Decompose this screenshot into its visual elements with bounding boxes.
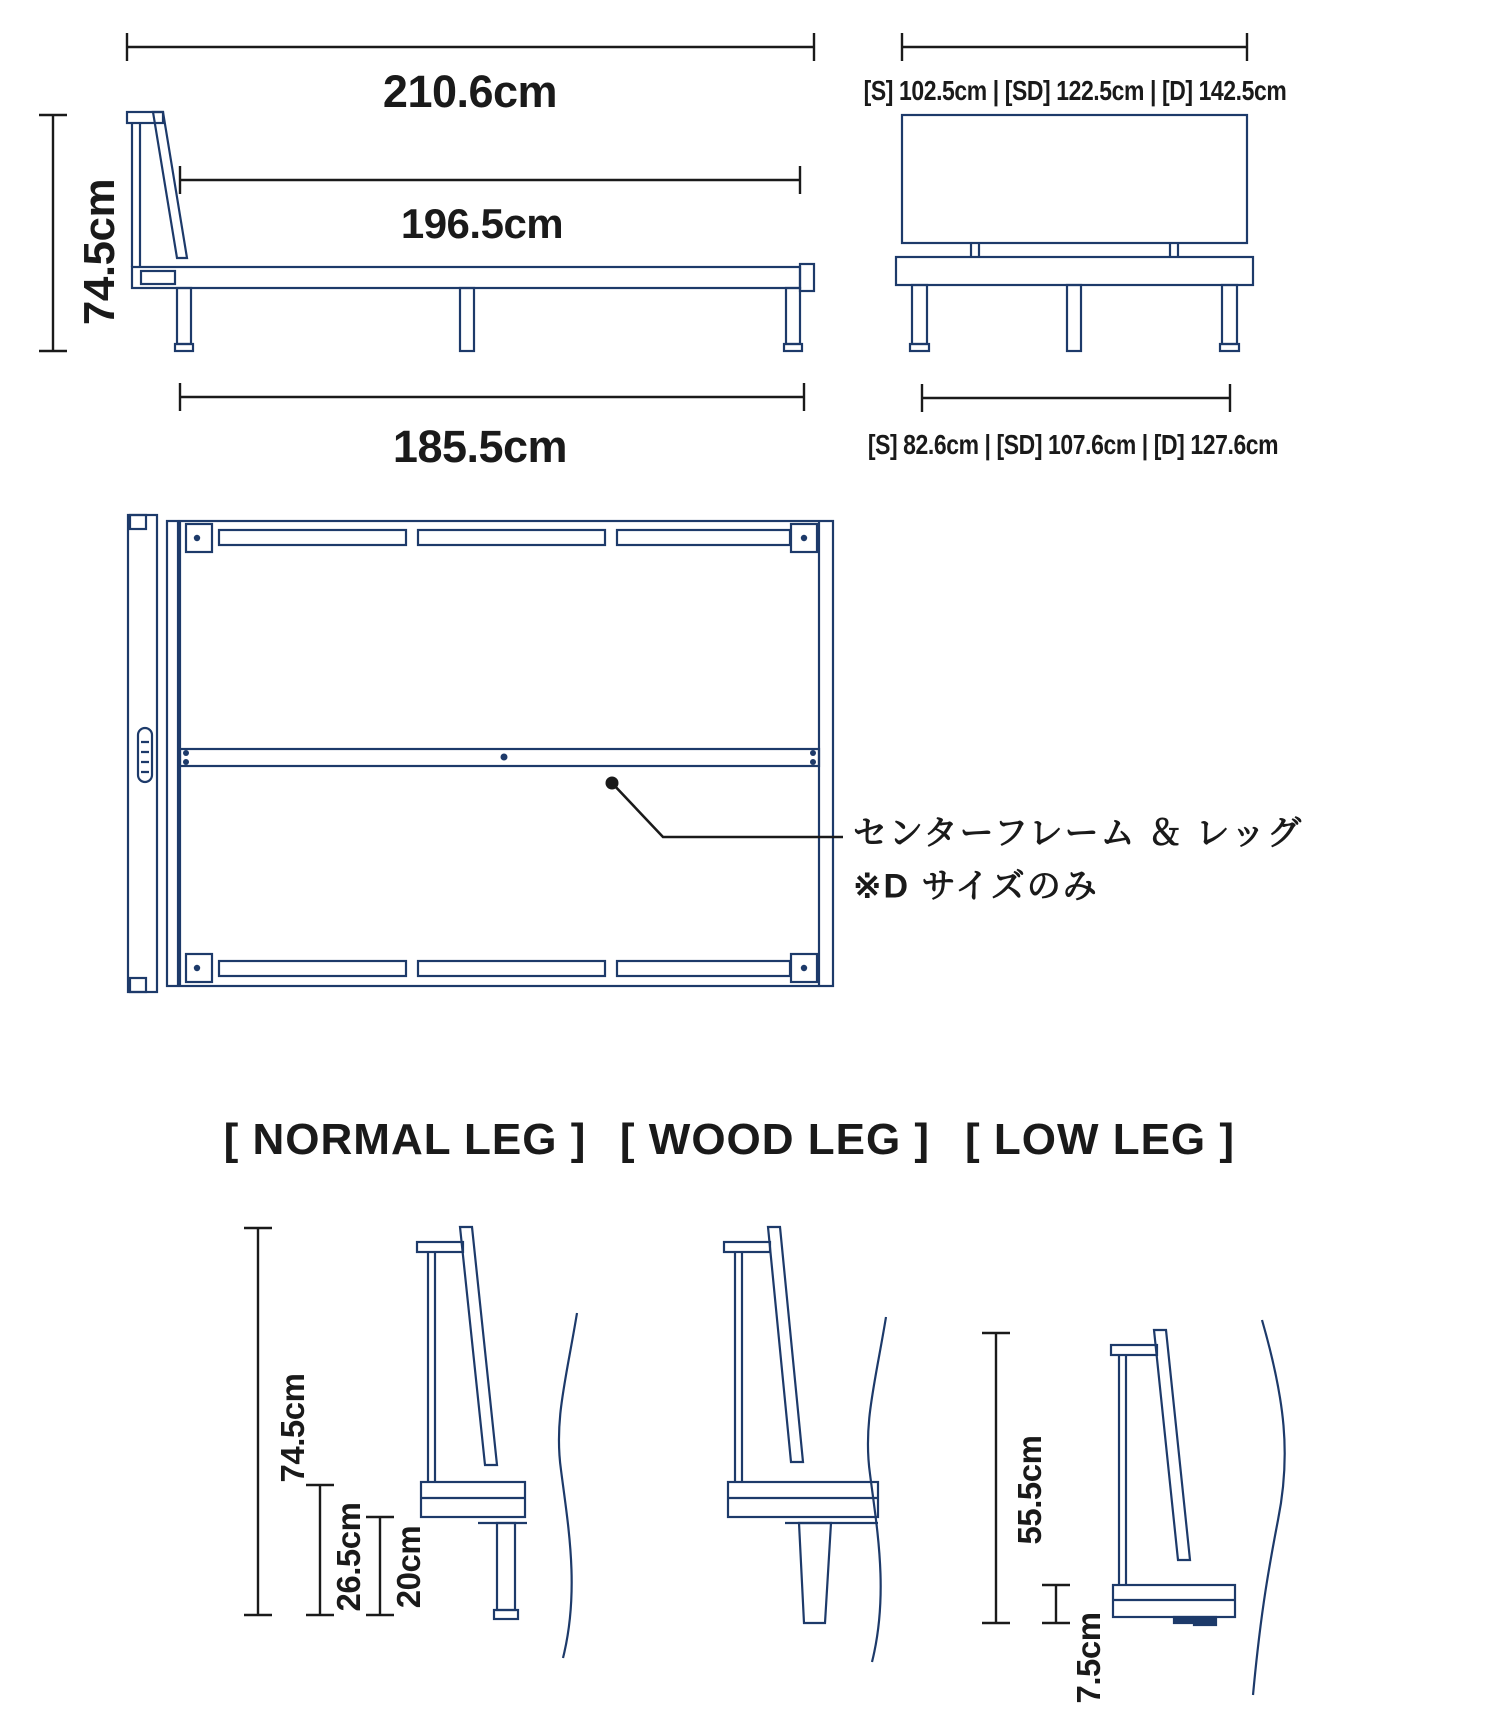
bracket-dot [194, 965, 200, 971]
rail-end-dot [183, 750, 189, 756]
headboard-strip-plan [167, 521, 178, 986]
normal-leg-drawing [417, 1227, 577, 1658]
heading-wood-leg: [ WOOD LEG ] [619, 1115, 931, 1164]
plan-view-drawing [128, 515, 833, 992]
dim-label-low-total: 55.5cm [1011, 1435, 1048, 1545]
panel-notch-top [130, 515, 146, 529]
headboard-handle [138, 728, 152, 782]
leader-line [612, 783, 843, 837]
dim-label-front-widths-top: [S] 102.5cm | [SD] 122.5cm | [D] 142.5cm [863, 75, 1287, 106]
left-leg-front [912, 285, 927, 344]
wood-leg [799, 1523, 831, 1623]
normal-leg-foot [494, 1610, 518, 1619]
dim-label-height: 74.5cm [75, 178, 124, 326]
break-line [1253, 1320, 1285, 1695]
headboard-post [735, 1252, 742, 1482]
low-leg-foot [1174, 1617, 1192, 1623]
right-leg-front [1222, 285, 1237, 344]
headboard-post [132, 123, 140, 267]
headboard-cap [1111, 1345, 1157, 1355]
dim-line-low-leg [1042, 1585, 1070, 1623]
frame-plan [180, 521, 833, 986]
dim-line-wood-total [982, 1333, 1010, 1623]
side-rail [132, 267, 800, 288]
handle-ticks [141, 742, 149, 772]
slat-bottom-3 [617, 961, 790, 976]
headboard-panel [153, 112, 187, 258]
slat-top-1 [219, 530, 406, 545]
bracket-dot [801, 965, 807, 971]
headboard-panel [460, 1227, 497, 1465]
rail-end-dot [183, 759, 189, 765]
middle-leg [460, 288, 474, 351]
break-line [559, 1313, 577, 1658]
center-frame-note-line1: センターフレーム ＆ レッグ [853, 814, 1304, 853]
dim-label-normal-frame: 26.5cm [330, 1502, 367, 1612]
bracket-dot [194, 535, 200, 541]
heading-low-leg: [ LOW LEG ] [964, 1115, 1236, 1164]
dim-label-normal-total: 74.5cm [274, 1373, 311, 1483]
slat-bottom-2 [418, 961, 605, 976]
slat-top-3 [617, 530, 790, 545]
headboard-panel [768, 1227, 803, 1462]
bracket-dot [801, 535, 807, 541]
headboard-post [1119, 1355, 1126, 1585]
front-leg [177, 288, 191, 344]
dim-label-inner-length: 196.5cm [400, 200, 564, 247]
dim-line-base-span [180, 383, 804, 411]
slat-bottom-1 [219, 961, 406, 976]
panel-notch-bottom [130, 978, 146, 992]
dim-label-base-span: 185.5cm [392, 421, 568, 472]
wood-leg-drawing [724, 1227, 886, 1662]
headboard-panel [1154, 1330, 1190, 1560]
low-leg-drawing [1111, 1320, 1285, 1695]
dim-label-total-length: 210.6cm [382, 66, 558, 117]
dim-line-total-length [127, 33, 814, 61]
footboard-cap [800, 264, 814, 291]
headboard-cap [724, 1242, 770, 1252]
headboard-front [902, 115, 1247, 243]
center-frame-note-line2: ※D サイズのみ [853, 867, 1099, 906]
left-leg-front-foot [910, 344, 929, 351]
rear-leg-foot [784, 344, 802, 351]
rail-end-dot [810, 750, 816, 756]
rear-leg [786, 288, 800, 344]
center-rail [180, 749, 819, 766]
headboard-cap [127, 112, 163, 123]
dim-line-width-bottom [922, 384, 1230, 412]
frame-band [728, 1482, 878, 1517]
headboard-cap [417, 1242, 463, 1252]
dim-line-height [39, 115, 67, 351]
headboard-connectors [971, 243, 1178, 257]
rail-center-dot [501, 754, 508, 761]
frame-front [896, 257, 1253, 285]
annotation-leader [606, 777, 844, 838]
normal-leg [497, 1523, 515, 1610]
headboard-post [428, 1252, 435, 1482]
middle-leg-front [1067, 285, 1081, 351]
low-leg-foot [1194, 1617, 1216, 1625]
dim-line-inner-length [180, 166, 800, 194]
front-view-drawing [896, 115, 1253, 351]
wood-leg-dimensions [982, 1333, 1010, 1623]
front-leg-foot [175, 344, 193, 351]
dim-line-width-top [902, 33, 1247, 61]
normal-leg-dimensions [244, 1228, 394, 1615]
right-leg-front-foot [1220, 344, 1239, 351]
dim-line-normal-total [244, 1228, 272, 1615]
dim-label-normal-leg: 20cm [390, 1525, 427, 1609]
plan-view-fixings [183, 535, 816, 971]
frame-band [421, 1482, 525, 1517]
rail-end-dot [810, 759, 816, 765]
rail-bracket [141, 271, 175, 284]
heading-normal-leg: [ NORMAL LEG ] [223, 1115, 587, 1164]
dim-label-low-leg: 7.5cm [1070, 1612, 1107, 1704]
dim-label-front-widths-bottom: [S] 82.6cm | [SD] 107.6cm | [D] 127.6cm [867, 429, 1279, 460]
slat-top-2 [418, 530, 605, 545]
